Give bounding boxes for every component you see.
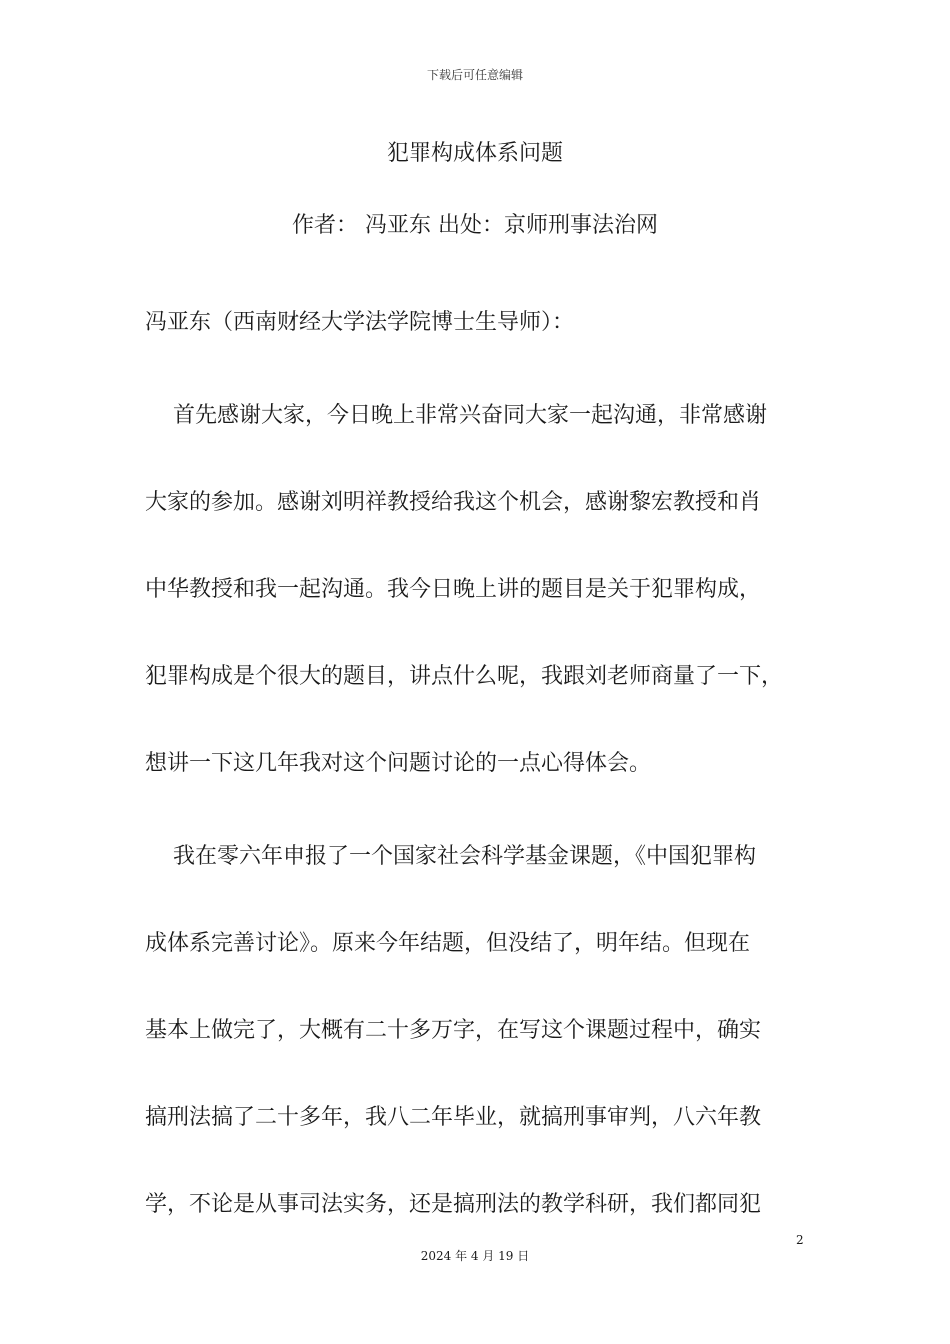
- text-line: 想讲一下这几年我对这个问题讨论的一点心得体会。: [145, 751, 652, 776]
- author-source-line: 作者： 冯亚东 出处：京师刑事法治网: [292, 213, 658, 238]
- text-line: 搞刑法搞了二十多年，我八二年毕业，就搞刑事审判，八六年教: [145, 1105, 762, 1130]
- header-note: 下载后可任意编辑: [426, 68, 523, 82]
- paragraph-2: [145, 813, 825, 1248]
- speaker-line: 冯亚东（西南财经大学法学院博士生导师）：: [145, 310, 575, 335]
- text-line: 中华教授和我一起沟通。我今日晚上讲的题目是关于犯罪构成，: [145, 577, 762, 602]
- document-body: [145, 296, 825, 1248]
- page-number: 2: [796, 1233, 804, 1247]
- text-line: 基本上做完了，大概有二十多万字，在写这个课题过程中，确实: [145, 1018, 762, 1043]
- text-line: 成体系完善讨论》。原来今年结题，但没结了，明年结。但现在: [145, 931, 751, 956]
- text-line: 首先感谢大家，今日晚上非常兴奋同大家一起沟通，非常感谢: [173, 403, 768, 428]
- document-title: 犯罪构成体系问题: [386, 141, 563, 166]
- text-line: 犯罪构成是个很大的题目，讲点什么呢，我跟刘老师商量了一下，: [145, 664, 784, 689]
- text-line: 我在零六年申报了一个国家社会科学基金课题，《中国犯罪构: [173, 844, 757, 869]
- footer-date: 2024 年 4 月 19 日: [420, 1249, 530, 1263]
- text-line: 学，不论是从事司法实务，还是搞刑法的教学科研，我们都同犯: [145, 1192, 762, 1217]
- paragraph-1: [145, 372, 825, 807]
- text-line: 大家的参加。感谢刘明祥教授给我这个机会，感谢黎宏教授和肖: [145, 490, 762, 515]
